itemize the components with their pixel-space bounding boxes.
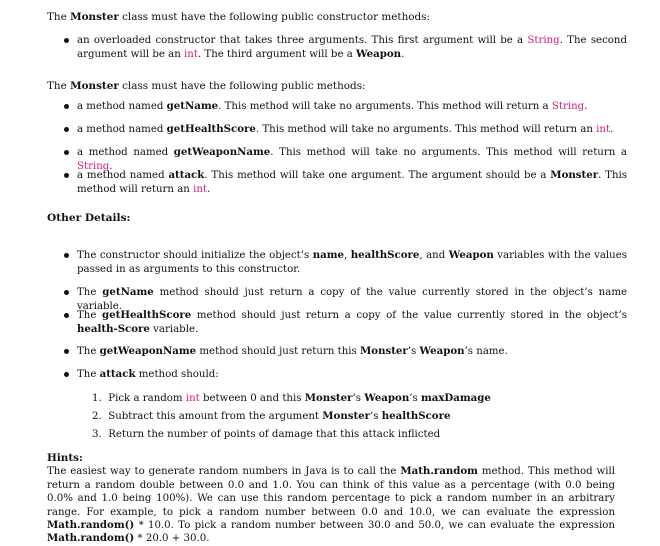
hints-heading: Hints: — [47, 452, 83, 464]
method-name: getWeaponName — [173, 146, 271, 158]
list-item: a method named getWeaponName. This method will take no arguments. This method will return a String. — [77, 146, 627, 172]
step-number: 3. — [92, 429, 102, 440]
constructor-intro — [47, 10, 430, 24]
list-item: 3. Return the number of points of damage that this attack inflicted — [92, 429, 441, 440]
class-name: Weapon — [356, 47, 402, 60]
type-keyword: String — [77, 160, 110, 172]
list-item: The getWeaponName method should just return this Monster’s Weapon’s name. — [77, 345, 627, 359]
text: The — [47, 11, 71, 23]
list-item: The attack method should: — [77, 368, 627, 382]
step-number: 1. — [92, 393, 102, 404]
type-keyword: int — [185, 393, 200, 404]
method-name: getHealthScore — [166, 123, 256, 135]
list-item: 1. Pick a random int between 0 and this Monster’s Weapon’s maxDamage — [92, 392, 491, 404]
list-item: The getHealthScore method should just return a copy of the value currently stored in the object’s health-Score variable. — [77, 309, 627, 335]
hints-section: Hints: The easiest way to generate random numbers in Java is to call the Math.random method. This method will return a random double between 0.0 and 1.0. You can think of this value as a percentage (with 0.0 being 0.0% and 1.0 being 100%). We can use this random percentage to pick a random number in an arbitrary range. For example, to pick a random number between 0.0 and 10.0, we can evaluate the expression Math.random() * 10.0. To pick a random number between 30.0 and 50.0, we can evaluate the expression Math.random() * 20.0 + 30.0. — [47, 452, 615, 545]
list-item: a method named attack. This method will take one argument. The argument should be a Monster. This method will return an int. — [77, 169, 627, 195]
list-item: a method named getName. This method will take no arguments. This method will return a String. — [77, 100, 627, 114]
list-item: an overloaded constructor that takes three arguments. This first argument will be a String. The second argument will be an int. The third argument will be a Weapon. — [77, 35, 627, 60]
step-number: 2. — [92, 411, 102, 422]
type-keyword: String — [527, 35, 560, 46]
text: class must have the following public constructor methods: — [118, 11, 430, 23]
list-item: a method named getHealthScore. This method will take no arguments. This method will return an int. — [77, 123, 627, 137]
class-name: Monster — [70, 11, 119, 23]
method-name: getName — [166, 100, 219, 112]
code-text: Math.random() — [47, 532, 135, 545]
list-item: The getName method should just return a copy of the value currently stored in the object’s name variable. — [77, 286, 628, 312]
code-text: Math.random() — [47, 519, 135, 532]
list-item: 2. Subtract this amount from the argument Monster’s healthScore — [92, 410, 451, 422]
method-name: attack — [168, 169, 205, 181]
code-text: Math.random — [400, 465, 478, 478]
type-keyword: int — [184, 48, 198, 60]
type-keyword: int — [193, 183, 207, 195]
methods-intro: The Monster class must have the following public methods: — [47, 80, 366, 92]
class-name: Monster — [70, 80, 119, 92]
list-item: The constructor should initialize the object’s name, healthScore, and Weapon variables with the values passed in as arguments to this constructor. — [77, 249, 627, 275]
type-keyword: int — [596, 124, 611, 135]
class-name: Monster — [550, 169, 599, 181]
other-details-heading: Other Details: — [47, 212, 131, 224]
type-keyword: String — [551, 101, 585, 112]
